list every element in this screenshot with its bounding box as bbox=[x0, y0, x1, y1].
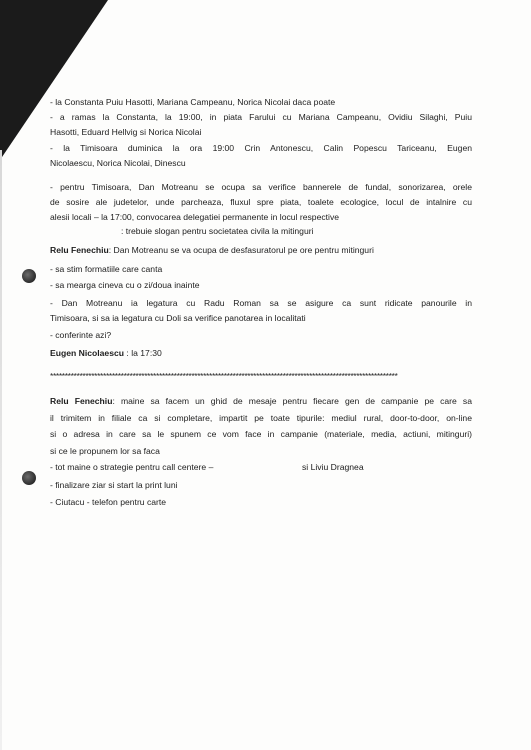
text-line: - conferinte azi? bbox=[50, 330, 112, 340]
text-line: - la Timisoara duminica la ora 19:00 Crin Antonescu, Calin Popescu Tariceanu, Eugen bbox=[50, 143, 472, 153]
speaker-line bbox=[50, 396, 472, 407]
speaker-name: Relu Fenechiu bbox=[50, 396, 113, 406]
speaker-text: : maine sa facem un ghid de mesaje pentru fiecare gen de campanie pe care sa bbox=[112, 396, 473, 406]
text-line: Nicolaescu, Norica Nicolai, Dinescu bbox=[50, 158, 186, 168]
text-line: - Ciutacu - telefon pentru carte bbox=[50, 497, 167, 507]
speaker-line bbox=[50, 348, 162, 359]
text-line: alesii locali – la 17:00, convocarea delegatiei permanente in locul respective bbox=[50, 212, 340, 222]
speaker-line bbox=[50, 245, 374, 256]
text-fragment: si Liviu Dragnea bbox=[302, 462, 364, 472]
text-line: Hasotti, Eduard Hellvig si Norica Nicolai bbox=[50, 127, 202, 137]
text-line: - tot maine o strategie pentru call centere – bbox=[50, 462, 214, 472]
text-line: : trebuie slogan pentru societatea civila la mitinguri bbox=[121, 226, 314, 236]
text-line: - a ramas la Constanta, la 19:00, in piata Farului cu Mariana Campeanu, Ovidiu Silaghi, Puiu bbox=[50, 112, 472, 122]
punch-hole-bottom bbox=[22, 471, 36, 485]
text-line: si ce le propunem lor sa faca bbox=[50, 446, 160, 456]
speaker-name: Eugen Nicolaescu bbox=[50, 348, 125, 358]
punch-hole-top bbox=[22, 269, 36, 283]
text-line: - la Constanta Puiu Hasotti, Mariana Campeanu, Norica Nicolai daca poate bbox=[50, 97, 336, 107]
text-line: il trimitem in filiale ca si completare, impartit pe toate tipurile: mediul rural, door-to-door, on-line bbox=[50, 413, 472, 423]
page-edge bbox=[0, 150, 2, 750]
text-line: - sa stim formatiile care canta bbox=[50, 264, 163, 274]
speaker-text: : la 17:30 bbox=[124, 348, 162, 358]
text-line: si o adresa in care sa le spunem ce vom face in campanie (materiale, media, actiuni, mitinguri) bbox=[50, 429, 472, 439]
text-line: - Dan Motreanu ia legatura cu Radu Roman sa se asigure ca sunt ridicate panourile in bbox=[50, 298, 472, 308]
speaker-name: Relu Fenechiu bbox=[50, 245, 109, 255]
text-line: - pentru Timisoara, Dan Motreanu se ocupa sa verifice bannerele de fundal, sonorizarea, orele bbox=[50, 182, 472, 192]
separator-stars: ********************************************************************************************************************** bbox=[50, 371, 398, 381]
text-line: - sa mearga cineva cu o zi/doua inainte bbox=[50, 280, 200, 290]
text-line: de sosire ale judetelor, unde parcheaza, fluxul spre piata, toalete ecologice, locul de intalnire cu bbox=[50, 197, 472, 207]
text-line: Timisoara, si sa ia legatura cu Doli sa verifice panotarea in localitati bbox=[50, 313, 306, 323]
speaker-text: : Dan Motreanu se va ocupa de desfasuratorul pe ore pentru mitinguri bbox=[108, 245, 374, 255]
text-line: - finalizare ziar si start la print luni bbox=[50, 480, 178, 490]
